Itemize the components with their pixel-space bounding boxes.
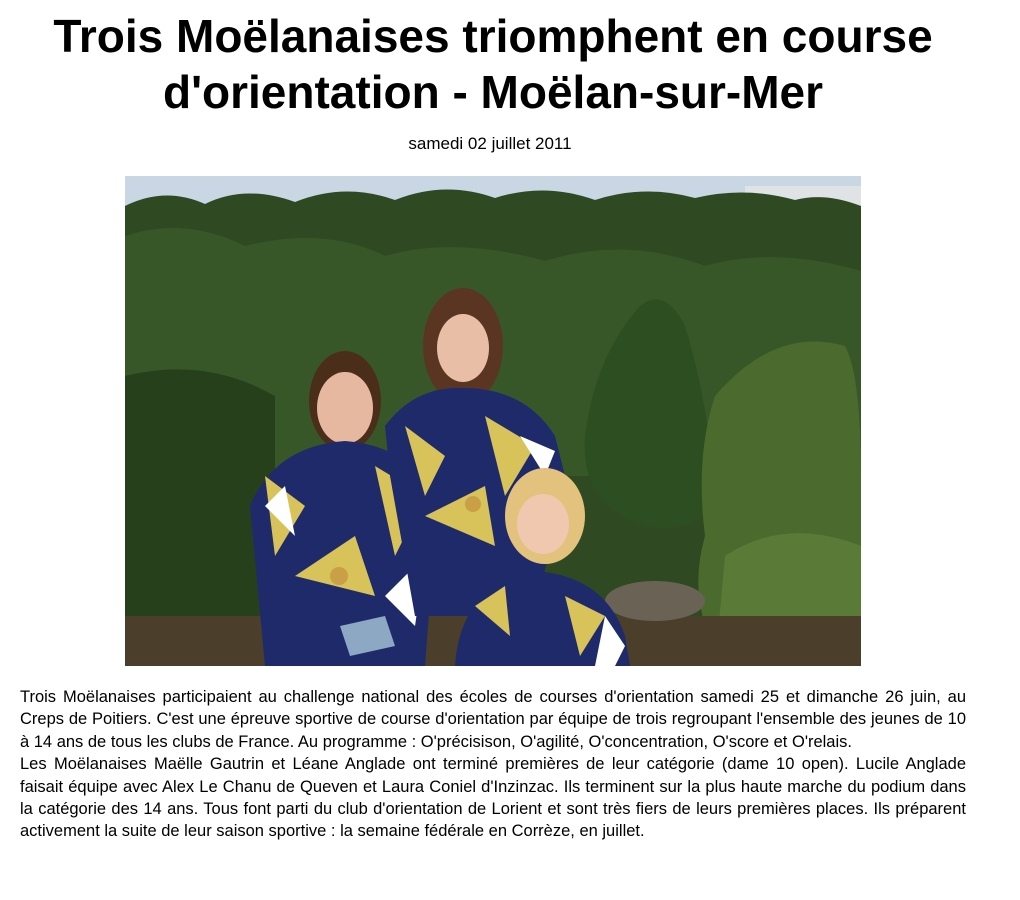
article-paragraph: Trois Moëlanaises participaient au challenge national des écoles de courses d'orientation samedi 25 et dimanche 26 juin, au Creps de Poitiers. C'est une épreuve sportive de course d'orientation par équipe de trois regroupant l'ensemble des jeunes de 10 à 14 ans de tous les clubs de France. Au programme : O'précisison, O'agilité, O'concentration, O'score et O'relais. bbox=[20, 688, 966, 751]
article-photo bbox=[125, 176, 861, 666]
article-paragraph: Les Moëlanaises Maëlle Gautrin et Léane Anglade ont terminé premières de leur catégorie (dame 10 open). Lucile Anglade faisait équipe avec Alex Le Chanu de Queven et Laura Coniel d'Inzinzac. Ils terminent sur la plus haute marche du podium dans la catégorie des 14 ans. Tous font parti du club d'orientation de Lorient et sont très fiers de leurs premières places. Ils préparent activement la suite de leur saison sportive : la semaine fédérale en Corrèze, en juillet. bbox=[20, 755, 966, 841]
article-title: Trois Moëlanaises triomphent en course d'orientation - Moëlan-sur-Mer bbox=[53, 10, 933, 118]
article-date: samedi 02 juillet 2011 bbox=[408, 134, 572, 153]
article-body bbox=[20, 686, 966, 843]
